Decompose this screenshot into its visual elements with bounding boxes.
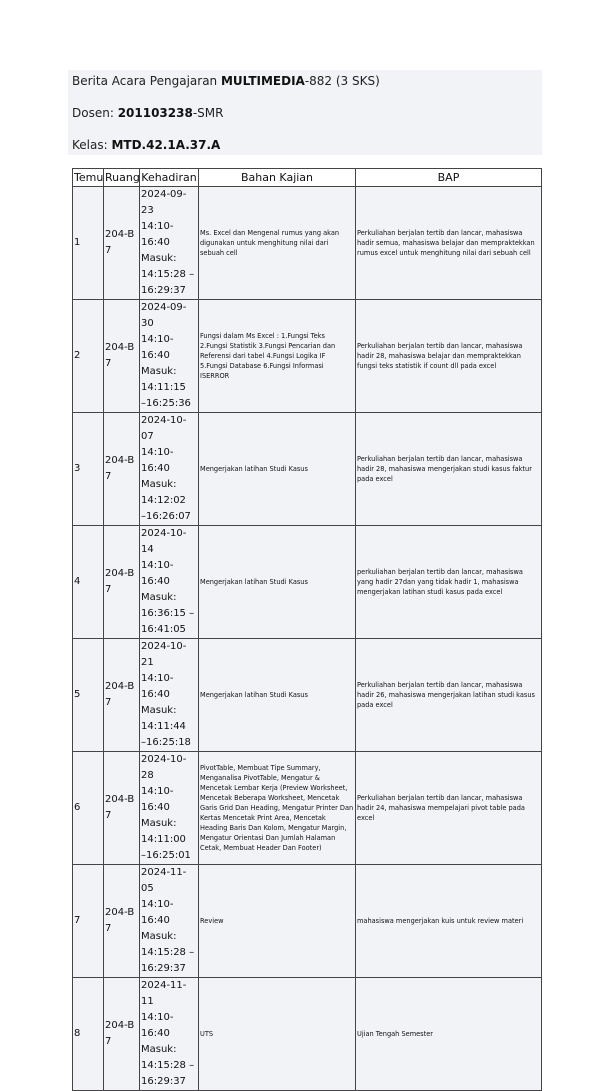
cell-bahan-kajian: Fungsi dalam Ms Excel : 1.Fungsi Teks 2.Fungsi Statistik 3.Fungsi Pencarian dan Referensi dari tabel 4.Fungsi Logika IF 5.Fungsi Database 6.Fungsi Informasi ISERROR [199,300,356,413]
bap-table [72,168,542,1091]
cell-ruang: 204-B7 [104,865,140,978]
cell-bahan-kajian: Ms. Excel dan Mengenal rumus yang akan digunakan untuk menghitung nilai dari sebuah cell [199,187,356,300]
col-bahan-kajian: Bahan Kajian [199,169,356,187]
cell-ruang: 204-B7 [104,752,140,865]
table-row [73,752,542,865]
cell-temu: 6 [73,752,104,865]
cell-temu: 1 [73,187,104,300]
class-label: Kelas: [72,138,112,152]
lecturer-line [72,106,223,120]
cell-kehadiran: 2024-09-30 14:10-16:40 Masuk: 14:11:15 –16:25:36 [140,300,199,413]
cell-kehadiran: 2024-10-14 14:10-16:40 Masuk: 16:36:15 – 16:41:05 [140,526,199,639]
cell-ruang: 204-B7 [104,187,140,300]
table-row [73,413,542,526]
cell-kehadiran: 2024-11-05 14:10-16:40 Masuk: 14:15:28 – 16:29:37 [140,865,199,978]
cell-temu: 8 [73,978,104,1091]
lecturer-code: -SMR [192,106,224,120]
cell-bap: Perkuliahan berjalan tertib dan lancar, mahasiswa hadir 28, mahasiswa mengerjakan studi kasus faktur pada excel [356,413,542,526]
cell-bahan-kajian: Mengerjakan latihan Studi Kasus [199,639,356,752]
cell-bahan-kajian: PivotTable, Membuat Tipe Summary, Menganalisa PivotTable, Mengatur & Mencetak Lembar Kerja (Preview Worksheet, Mencetak Beberapa Worksheet, Mencetak Garis Grid Dan Heading, Mengatur Printer Dan Kertas Mencetak Print Area, Mencetak Heading Baris Dan Kolom, Mengatur Margin, Mengatur Orientasi Dan Jumlah Halaman Cetak, Membuat Header Dan Footer) [199,752,356,865]
cell-temu: 5 [73,639,104,752]
cell-ruang: 204-B7 [104,413,140,526]
cell-bahan-kajian: Review [199,865,356,978]
cell-bap: Perkuliahan berjalan tertib dan lancar, mahasiswa hadir 26, mahasiswa mengerjakan latihan studi kasus pada excel [356,639,542,752]
cell-bap: Perkuliahan berjalan tertib dan lancar, mahasiswa hadir 28, mahasiswa belajar dan mempraktekkan fungsi teks statistik if count dll pada excel [356,300,542,413]
cell-ruang: 204-B7 [104,639,140,752]
cell-bap: Perkuliahan berjalan tertib dan lancar, mahasiswa hadir semua, mahasiswa belajar dan mempraktekkan rumus excel untuk menghitung nilai dari sebuah cell [356,187,542,300]
col-kehadiran: Kehadiran [140,169,199,187]
report-title [72,74,380,88]
cell-kehadiran: 2024-11-11 14:10-16:40 Masuk: 14:15:28 – 16:29:37 [140,978,199,1091]
cell-bahan-kajian: Mengerjakan latihan Studi Kasus [199,413,356,526]
cell-kehadiran: 2024-10-21 14:10-16:40 Masuk: 14:11:44 –16:25:18 [140,639,199,752]
cell-temu: 7 [73,865,104,978]
cell-temu: 2 [73,300,104,413]
course-code: -882 (3 SKS) [304,74,380,88]
report-header [68,70,542,155]
lecturer-label: Dosen: [72,106,118,120]
cell-bap: mahasiswa mengerjakan kuis untuk review materi [356,865,542,978]
cell-kehadiran: 2024-09-23 14:10-16:40 Masuk: 14:15:28 – 16:29:37 [140,187,199,300]
cell-bahan-kajian: UTS [199,978,356,1091]
table-row [73,865,542,978]
cell-kehadiran: 2024-10-28 14:10-16:40 Masuk: 14:11:00 –16:25:01 [140,752,199,865]
table-row [73,187,542,300]
title-prefix: Berita Acara Pengajaran [72,74,221,88]
cell-bahan-kajian: Mengerjakan latihan Studi Kasus [199,526,356,639]
table-row [73,300,542,413]
cell-ruang: 204-B7 [104,526,140,639]
col-bap: BAP [356,169,542,187]
cell-bap: Perkuliahan berjalan tertib dan lancar, mahasiswa hadir 24, mahasiswa mempelajari pivot table pada excel [356,752,542,865]
cell-temu: 3 [73,413,104,526]
lecturer-id: 201103238 [117,106,193,120]
cell-ruang: 204-B7 [104,300,140,413]
table-row [73,978,542,1091]
class-code: MTD.42.1A.37.A [111,138,221,152]
cell-temu: 4 [73,526,104,639]
course-name: MULTIMEDIA [220,74,305,88]
class-line [72,138,220,152]
table-row [73,526,542,639]
cell-bap: Ujian Tengah Semester [356,978,542,1091]
cell-kehadiran: 2024-10-07 14:10-16:40 Masuk: 14:12:02 –16:26:07 [140,413,199,526]
table-header-row [73,169,542,187]
col-temu: Temu [73,169,104,187]
cell-bap: perkuliahan berjalan tertib dan lancar, mahasiswa yang hadir 27dan yang tidak hadir 1, mahasiswa mengerjakan latihan studi kasus pada excel [356,526,542,639]
cell-ruang: 204-B7 [104,978,140,1091]
col-ruang: Ruang [104,169,140,187]
table-row [73,639,542,752]
